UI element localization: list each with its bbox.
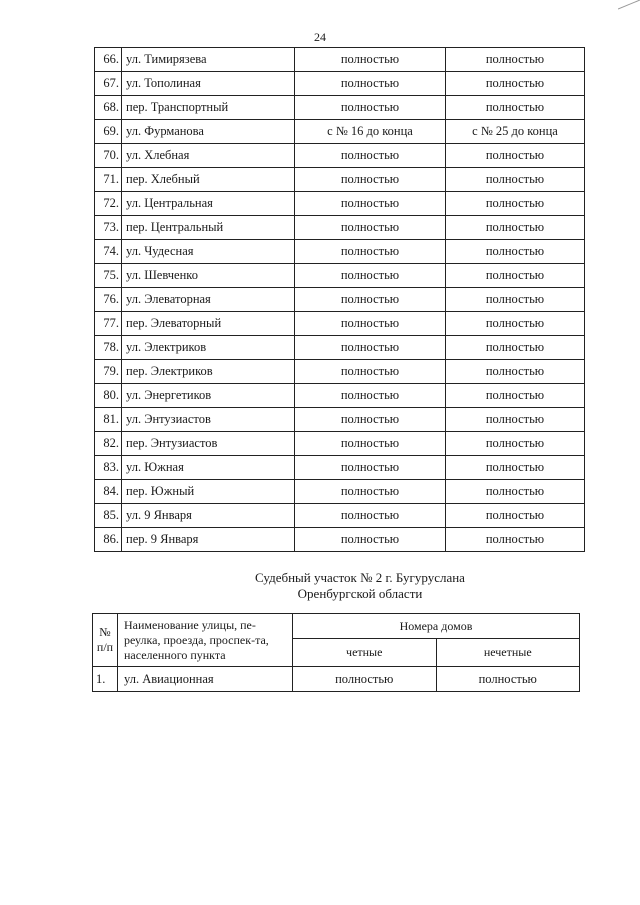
row-number: 68.: [95, 96, 122, 120]
header-street-name: Наименование улицы, пе-реулка, проезда, проспек-та, населенного пункта: [118, 614, 293, 667]
header-even: четные: [293, 639, 437, 667]
street-name: ул. 9 Января: [122, 504, 295, 528]
header-number: № п/п: [93, 614, 118, 667]
street-name: ул. Авиационная: [118, 667, 293, 692]
corner-scan-mark: [618, 0, 640, 10]
table-row: [95, 432, 585, 456]
row-number: 67.: [95, 72, 122, 96]
odd-houses: полностью: [436, 667, 580, 692]
street-name: пер. Хлебный: [122, 168, 295, 192]
row-number: 73.: [95, 216, 122, 240]
even-houses: полностью: [295, 192, 446, 216]
even-houses: полностью: [295, 288, 446, 312]
even-houses: полностью: [295, 216, 446, 240]
table-row: [95, 120, 585, 144]
header-row: [93, 614, 580, 639]
street-name: ул. Электриков: [122, 336, 295, 360]
street-name: ул. Тополиная: [122, 72, 295, 96]
odd-houses: полностью: [446, 384, 585, 408]
table-row: [95, 312, 585, 336]
street-name: пер. Южный: [122, 480, 295, 504]
odd-houses: полностью: [446, 408, 585, 432]
even-houses: полностью: [295, 408, 446, 432]
table-row: [95, 144, 585, 168]
table-row: [95, 504, 585, 528]
even-houses: полностью: [295, 72, 446, 96]
row-number: 76.: [95, 288, 122, 312]
odd-houses: полностью: [446, 456, 585, 480]
street-name: ул. Шевченко: [122, 264, 295, 288]
odd-houses: полностью: [446, 432, 585, 456]
table-row: [95, 72, 585, 96]
table-row: [95, 168, 585, 192]
table-row: [95, 48, 585, 72]
row-number: 74.: [95, 240, 122, 264]
row-number: 79.: [95, 360, 122, 384]
street-name: ул. Элеваторная: [122, 288, 295, 312]
section-title: [0, 570, 640, 602]
table-row: [95, 408, 585, 432]
row-number: 85.: [95, 504, 122, 528]
streets-table-court-2: [92, 613, 580, 692]
even-houses: с № 16 до конца: [295, 120, 446, 144]
streets-table-continued: [94, 47, 585, 552]
row-number: 83.: [95, 456, 122, 480]
odd-houses: полностью: [446, 144, 585, 168]
odd-houses: с № 25 до конца: [446, 120, 585, 144]
header-odd: нечетные: [436, 639, 580, 667]
table-row: [95, 264, 585, 288]
even-houses: полностью: [295, 312, 446, 336]
table-row: [95, 336, 585, 360]
odd-houses: полностью: [446, 312, 585, 336]
even-houses: полностью: [295, 168, 446, 192]
street-name: ул. Энергетиков: [122, 384, 295, 408]
even-houses: полностью: [295, 96, 446, 120]
street-name: ул. Чудесная: [122, 240, 295, 264]
even-houses: полностью: [295, 240, 446, 264]
section-title-line-2: Оренбургской области: [297, 586, 423, 601]
row-number: 86.: [95, 528, 122, 552]
row-number: 75.: [95, 264, 122, 288]
even-houses: полностью: [295, 528, 446, 552]
even-houses: полностью: [295, 384, 446, 408]
row-number: 80.: [95, 384, 122, 408]
street-name: пер. Транспортный: [122, 96, 295, 120]
table-row: [95, 96, 585, 120]
table-row: [95, 360, 585, 384]
table-row: [95, 456, 585, 480]
street-name: ул. Тимирязева: [122, 48, 295, 72]
street-name: пер. Элеваторный: [122, 312, 295, 336]
row-number: 70.: [95, 144, 122, 168]
row-number: 77.: [95, 312, 122, 336]
even-houses: полностью: [295, 504, 446, 528]
even-houses: полностью: [295, 144, 446, 168]
streets-table-body: [95, 48, 585, 552]
row-number: 82.: [95, 432, 122, 456]
odd-houses: полностью: [446, 288, 585, 312]
table-row: [95, 384, 585, 408]
even-houses: полностью: [293, 667, 437, 692]
odd-houses: полностью: [446, 72, 585, 96]
row-number: 71.: [95, 168, 122, 192]
street-name: пер. 9 Января: [122, 528, 295, 552]
odd-houses: полностью: [446, 504, 585, 528]
row-number: 66.: [95, 48, 122, 72]
odd-houses: полностью: [446, 192, 585, 216]
street-name: ул. Южная: [122, 456, 295, 480]
header-house-numbers: Номера домов: [293, 614, 580, 639]
street-name: ул. Фурманова: [122, 120, 295, 144]
street-name: пер. Электриков: [122, 360, 295, 384]
odd-houses: полностью: [446, 168, 585, 192]
odd-houses: полностью: [446, 480, 585, 504]
street-name: ул. Энтузиастов: [122, 408, 295, 432]
row-number: 84.: [95, 480, 122, 504]
street-name: пер. Энтузиастов: [122, 432, 295, 456]
street-name: пер. Центральный: [122, 216, 295, 240]
table-row: [95, 216, 585, 240]
even-houses: полностью: [295, 48, 446, 72]
table-row: [95, 480, 585, 504]
table-row: [95, 288, 585, 312]
even-houses: полностью: [295, 432, 446, 456]
even-houses: полностью: [295, 456, 446, 480]
even-houses: полностью: [295, 264, 446, 288]
section-title-line-1: Судебный участок № 2 г. Бугуруслана: [255, 570, 465, 585]
table-row: [95, 240, 585, 264]
table-row: [95, 192, 585, 216]
even-houses: полностью: [295, 480, 446, 504]
table-row: [93, 667, 580, 692]
odd-houses: полностью: [446, 48, 585, 72]
even-houses: полностью: [295, 360, 446, 384]
odd-houses: полностью: [446, 336, 585, 360]
court-2-table-body: [93, 667, 580, 692]
odd-houses: полностью: [446, 360, 585, 384]
even-houses: полностью: [295, 336, 446, 360]
row-number: 78.: [95, 336, 122, 360]
odd-houses: полностью: [446, 264, 585, 288]
odd-houses: полностью: [446, 96, 585, 120]
odd-houses: полностью: [446, 240, 585, 264]
street-name: ул. Центральная: [122, 192, 295, 216]
street-name: ул. Хлебная: [122, 144, 295, 168]
odd-houses: полностью: [446, 528, 585, 552]
row-number: 1.: [93, 667, 118, 692]
odd-houses: полностью: [446, 216, 585, 240]
table-row: [95, 528, 585, 552]
row-number: 72.: [95, 192, 122, 216]
row-number: 81.: [95, 408, 122, 432]
page-number: 24: [314, 30, 326, 44]
row-number: 69.: [95, 120, 122, 144]
